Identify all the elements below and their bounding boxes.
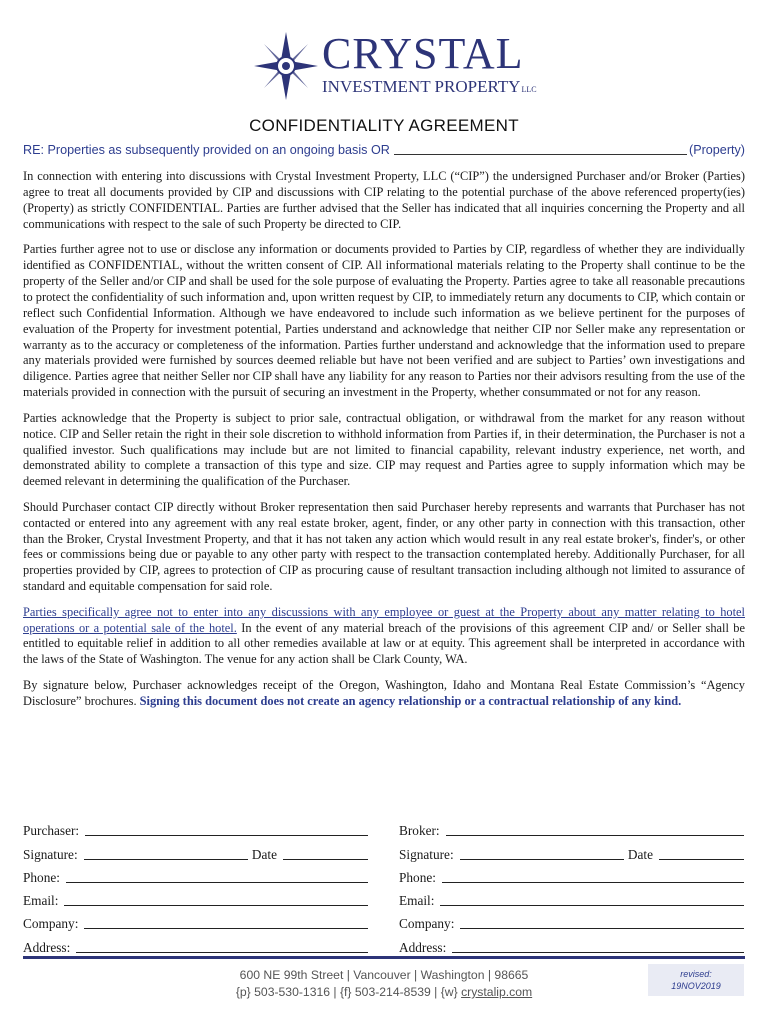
broker-email-field[interactable] (440, 895, 744, 906)
broker-company-field[interactable] (460, 918, 744, 929)
purchaser-field[interactable] (85, 825, 368, 836)
purchaser-address-field[interactable] (76, 942, 368, 953)
purchaser-date-label: Date (251, 846, 277, 862)
purchaser-email-field[interactable] (64, 895, 368, 906)
footer-divider (23, 956, 745, 959)
revision-badge (648, 964, 744, 996)
logo-name: CRYSTAL (322, 29, 524, 78)
purchaser-phone-label: Phone: (23, 869, 60, 885)
paragraph-4: Should Purchaser contact CIP directly without Broker representation then said Purchaser hereby represents and warrants that Purchaser has not contacted or entered into any agreement with any real estate broker, agent, finder, or any other party in connection with this transaction, other than the Broker, Crystal Investment Property, and that it has not taken any action which would result in any real estate broker's, finder's, or other fees or commissions being due or payable to any other party with respect to the transaction contemplated hereby. Additionally Purchaser, for all properties provided by CIP, agrees to protection of CIP as procuring cause of resultant transaction including although not limited to assurance of standard and equitable compensation for said role. (23, 499, 745, 594)
broker-label: Broker: (399, 823, 440, 839)
paragraph-2: Parties further agree not to use or disclose any information or documents provided to Parties by CIP, regardless of whether they are individually identified as CONFIDENTIAL, without the written consent of CIP. All informational materials relating to the Property shall continue to be the property of the Seller and/or CIP and shall be used for the sole purpose of evaluating the Property. Parties agree to take all reasonable precautions to protect the confidentiality of such information and, upon written request by CIP, to immediately return any documents to CIP, which contain or reflect such Confidential Information. Although we have endeavored to include such information as we believe pertinent for the purposes of evaluation of the Property for investment potential, Parties understand and acknowledge that neither CIP nor Seller make any representation or warranty as to the accuracy or completeness of the information. Parties further understand and acknowledge that the information used to prepare any materials provided were furnished by sources deemed reliable but have not been verified and are subject to Parties’ own investigations and diligence. Parties agree that neither Seller nor CIP shall have any liability for any reason to Parties nor their advisors resulting from the use of the materials provided in connection with the pursuit of securing an investment in the Property, whether consummated or not for any reason. (23, 242, 745, 400)
broker-address-label: Address: (399, 939, 447, 955)
broker-field[interactable] (446, 825, 744, 836)
purchaser-company-label: Company: (23, 916, 79, 932)
broker-email-label: Email: (399, 893, 435, 909)
purchaser-signature-field[interactable] (84, 849, 248, 860)
broker-signature-label: Signature: (399, 846, 454, 862)
re-suffix: (Property) (689, 143, 745, 157)
broker-company-label: Company: (399, 916, 455, 932)
purchaser-label: Purchaser: (23, 823, 80, 839)
highlighted-clause: Parties specifically agree not to enter into any discussions with any employee or guest at the Property about any matter relating to hotel operations or a potential sale of the hotel. (23, 604, 745, 635)
purchaser-address-label: Address: (23, 939, 71, 955)
logo-subtitle: INVESTMENT PROPERTYLLC (322, 77, 537, 96)
broker-date-label: Date (627, 846, 653, 862)
purchaser-date-field[interactable] (283, 849, 368, 860)
paragraph-5-rest: In the event of any material breach of the provisions of this agreement CIP and/ or Seller shall be entitled to equitable relief in addition to all other remedies available at law or at equity. This agreement shall be interpreted in accordance with the laws of the State of Washington. The venue for any action shall be Clark County, WA. (23, 620, 745, 667)
broker-address-field[interactable] (452, 942, 744, 953)
re-prefix: RE: Properties as subsequently provided on an ongoing basis OR (23, 143, 390, 157)
compass-star-fleur-icon (252, 30, 320, 102)
property-blank-field[interactable] (394, 142, 687, 155)
broker-signature-field[interactable] (460, 849, 624, 860)
purchaser-phone-field[interactable] (66, 872, 368, 883)
purchaser-email-label: Email: (23, 893, 59, 909)
revised-label: revised: (680, 969, 712, 979)
purchaser-company-field[interactable] (84, 918, 368, 929)
paragraph-1: In connection with entering into discussions with Crystal Investment Property, LLC (“CIP”) the undersigned Purchaser and/or Broker (Parties) agree to treat all documents provided by CIP and discussions with CIP relating to the potential purchase of the above referenced property(ies) (Property) as strictly CONFIDENTIAL. Parties are further advised that the Seller has indicated that all inquiries concerning the Property and all communications with respect to the sale of such Property be directed to CIP. (23, 169, 745, 231)
broker-phone-label: Phone: (399, 869, 436, 885)
paragraph-3: Parties acknowledge that the Property is subject to prior sale, contractual obligation, or withdrawal from the market for any reason without notice. CIP and Seller retain the right in their sole discretion to withhold information from Parties if, in their determination, the Purchaser is not a qualified investor. Such qualifications may include but are not limited to financial capability, relevant industry experience, net worth, and demonstrated ability to complete a transaction of this type and size. CIP may request and Parties agree to supply information which may be deemed relevant in determining the qualification of the Purchaser. (23, 410, 745, 489)
broker-phone-field[interactable] (442, 872, 744, 883)
purchaser-signature-block (23, 816, 368, 956)
website-link[interactable]: crystalip.com (461, 985, 533, 999)
paragraph-6-text: By signature below, Purchaser acknowledges receipt of the Oregon, Washington, Idaho and Montana Real Estate Commission’s “Agency Disclosure” brochures. (23, 677, 745, 708)
document-title: CONFIDENTIALITY AGREEMENT (249, 116, 519, 135)
company-logo (250, 26, 537, 106)
footer-contact: {p} 503-530-1316 | {f} 503-214-8539 | {w} crystalip.com (235, 985, 533, 999)
purchaser-signature-label: Signature: (23, 846, 78, 862)
broker-signature-block (399, 816, 744, 956)
broker-date-field[interactable] (659, 849, 744, 860)
agency-disclaimer: Signing this document does not create an agency relationship or a contractual relationship of any kind. (139, 693, 682, 708)
paragraph-5 (23, 605, 745, 669)
re-line (23, 142, 745, 157)
footer-address: 600 NE 99th Street | Vancouver | Washington | 98665 (239, 968, 529, 982)
logo-suffix: LLC (521, 85, 537, 94)
paragraph-6 (23, 678, 745, 710)
agreement-body (23, 169, 745, 719)
revised-date: 19NOV2019 (671, 981, 721, 991)
